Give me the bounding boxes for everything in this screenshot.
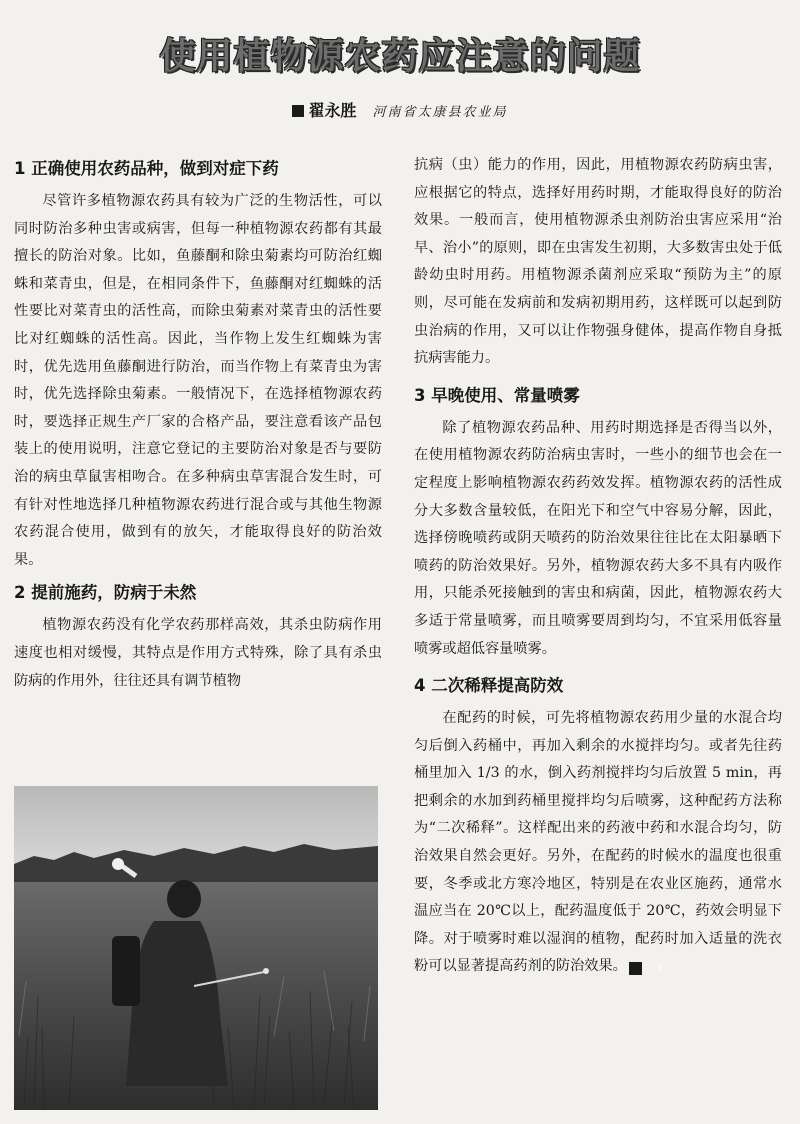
left-column	[14, 152, 382, 695]
section-4-heading: 4 二次稀释提高防效	[414, 676, 564, 696]
end-mark-icon: K	[629, 962, 642, 975]
square-bullet-icon	[292, 105, 304, 117]
section-2-body-right: 抗病（虫）能力的作用，因此，用植物源农药防病虫害，应根据它的特点，选择好用药时期，才能取得良好的防治效果。一般而言，使用植物源杀虫剂防治虫害应采用“治早、治小”的原则，即在虫害发生初期，大多数害虫处于低龄幼虫时用药。用植物源杀菌剂应采取“预防为主”的原则，尽可能在发病前和发病初期用药，这样既可以起到防虫治病的作用，又可以让作物强身健体，提高作物自身抵抗病害能力。	[414, 157, 782, 367]
section-2-body-left: 植物源农药没有化学农药那样高效，其杀虫防病作用速度也相对缓慢，其特点是作用方式特殊，除了具有杀虫防病的作用外，往往还具有调节植物	[14, 617, 382, 689]
section-4-body	[414, 705, 782, 981]
section-3-body: 除了植物源农药品种、用药时期选择是否得当以外，在使用植物源农药防治病虫害时，一些小的细节也会在一定程度上影响植物源农药药效发挥。植物源农药的活性成分大多数含量较低，在阳光下和空气中容易分解，因此，选择傍晚喷药或阴天喷药的防治效果往往比在太阳暴晒下喷药的防治效果好。另外，植物源农药大多不具有内吸作用，只能杀死接触到的害虫和病菌，因此，植物源农药大多适于常量喷雾，而且喷雾要周到均匀，不宜采用低容量喷雾或超低容量喷雾。	[414, 419, 782, 657]
author-organization: 河南省太康县农业局	[372, 105, 508, 120]
author-name: 翟永胜	[308, 101, 357, 120]
photo-illustration	[14, 786, 378, 1110]
article-title: 使用植物源农药应注意的问题	[159, 36, 641, 77]
section-2-heading: 2 提前施药，防病于未然	[14, 583, 197, 603]
byline	[0, 98, 800, 121]
section-3-heading: 3 早晚使用、常量喷雾	[414, 385, 580, 405]
section-4-text: 在配药的时候，可先将植物源农药用少量的水混合均匀后倒入药桶中，再加入剩余的水搅拌均匀。或者先往药桶里加入 1/3 的水，倒入药剂搅拌均匀后放置 5 min，再把剩余的水加到药桶里搅拌均匀后喷雾，这种配药方法称为“二次稀释”。这样配出来的药液中药和水混合均匀，防治效果自然会更好。另外，在配药的时候水的温度也很重要，冬季或北方寒冷地区，特别是在农业区施药，通常水温应当在 20℃以上，配药温度低于 20℃，药效会明显下降。对于喷雾时难以湿润的植物，配药时加入适量的洗衣粉可以显著提高药剂的防治效果。	[414, 710, 782, 975]
section-1-body: 尽管许多植物源农药具有较为广泛的生物活性，可以同时防治多种虫害或病害，但每一种植物源农药都有其最擅长的防治对象。比如，鱼藤酮和除虫菊素均可防治红蜘蛛和菜青虫，但是，在相同条件下，鱼藤酮对红蜘蛛的活性要比对菜青虫的活性高，而除虫菊素对菜青虫的活性要比对红蜘蛛的活性高。因此，当作物上发生红蜘蛛为害时，优先选用鱼藤酮进行防治，而当作物上有菜青虫为害时，优先选择除虫菊素。一般情况下，在选择植物源农药时，要选择正规生产厂家的合格产品，要注意看该产品包装上的使用说明，注意它登记的主要防治对象是否与要防治的病虫草鼠害相吻合。在多种病虫草害混合发生时，可有针对性地选择几种植物源农药进行混合或与其他生物源农药混合使用，做到有的放矢，才能取得良好的防治效果。	[14, 193, 382, 568]
section-1-heading: 1 正确使用农药品种，做到对症下药	[14, 159, 279, 178]
right-column	[414, 152, 782, 981]
farmer-spraying-photo	[14, 786, 378, 1110]
